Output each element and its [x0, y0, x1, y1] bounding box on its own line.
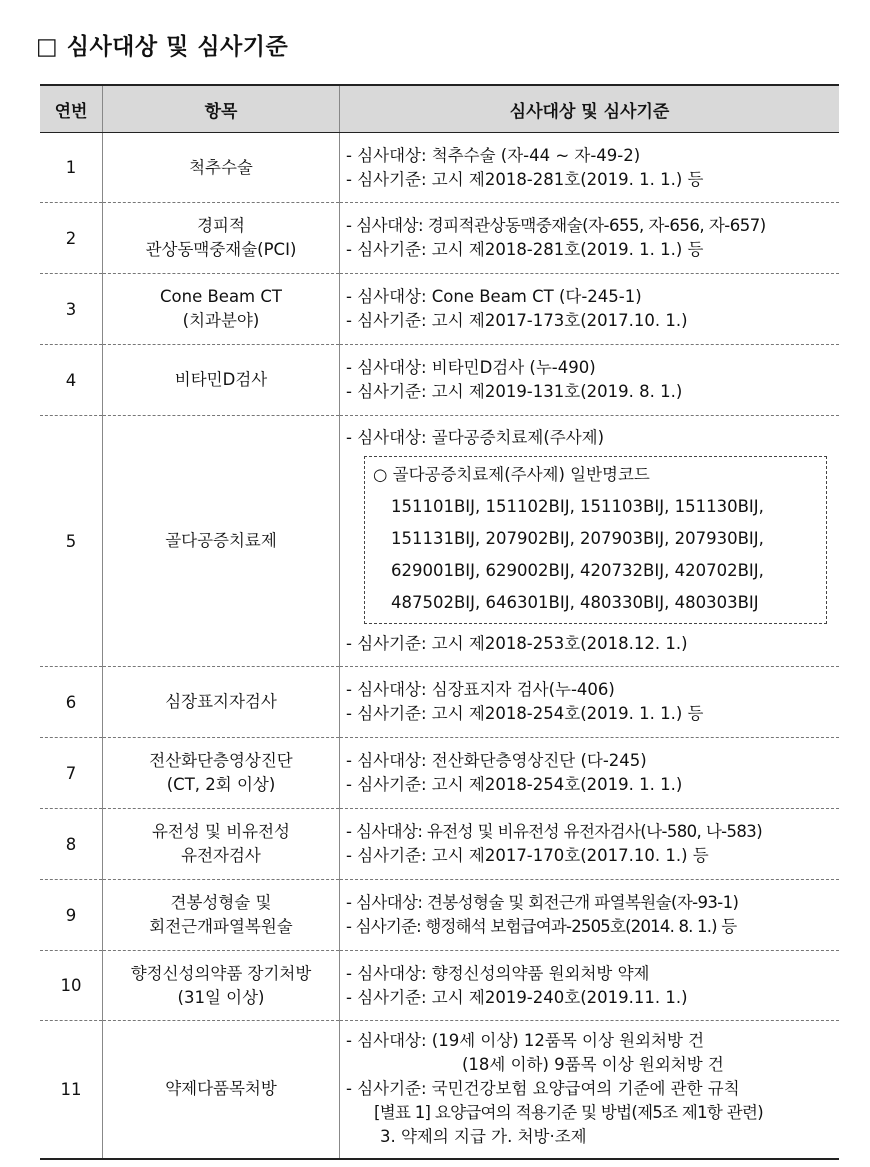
- criteria-line: - 심사기준: 고시 제2018-253호(2018.12. 1.): [346, 634, 688, 653]
- row-criteria: [340, 738, 840, 809]
- row-number: 8: [40, 809, 103, 880]
- row-item: [103, 667, 340, 738]
- criteria-line: - 심사대상: 경피적관상동맥중재술(자-655, 자-656, 자-657): [346, 216, 766, 235]
- table-row: [40, 345, 839, 416]
- criteria-line: - 심사대상: 심장표지자 검사(누-406): [346, 680, 615, 699]
- row-item: [103, 345, 340, 416]
- code-box-title: ○ 골다공증치료제(주사제) 일반명코드: [373, 465, 650, 484]
- item-line: (31일 이상): [177, 987, 265, 1007]
- criteria-line: - 심사대상: (19세 이상) 12품목 이상 원외처방 건: [346, 1031, 705, 1051]
- table-row: [40, 274, 839, 345]
- criteria-line: - 심사대상: Cone Beam CT (다-245-1): [346, 287, 642, 306]
- row-item: [103, 203, 340, 274]
- row-number: 10: [40, 951, 103, 1021]
- criteria-line: - 심사기준: 고시 제2017-173호(2017.10. 1.): [346, 311, 688, 330]
- row-number: 11: [40, 1021, 103, 1159]
- table-row: [40, 416, 839, 667]
- code-line: 151101BIJ, 151102BIJ, 151103BIJ, 151130BIJ,: [391, 497, 764, 516]
- row-criteria: [340, 416, 840, 667]
- code-line: 487502BIJ, 646301BIJ, 480330BIJ, 480303BIJ: [391, 593, 759, 612]
- criteria-line: - 심사대상: 견봉성형술 및 회전근개 파열복원술(자-93-1): [346, 893, 739, 912]
- row-item: [103, 1021, 340, 1159]
- criteria-line: - 심사기준: 고시 제2018-281호(2019. 1. 1.) 등: [346, 240, 704, 259]
- item-line: 골다공증치료제: [165, 531, 277, 550]
- criteria-line: - 심사대상: 유전성 및 비유전성 유전자검사(나-580, 나-583): [346, 822, 763, 841]
- row-item: [103, 274, 340, 345]
- row-item: [103, 951, 340, 1021]
- item-line: 향정신성의약품 장기처방: [130, 963, 312, 983]
- row-number: 2: [40, 203, 103, 274]
- item-line: 척추수술: [189, 157, 253, 177]
- table-row: [40, 880, 839, 951]
- code-line: 151131BIJ, 207902BIJ, 207903BIJ, 207930BIJ,: [391, 529, 764, 548]
- table-row: [40, 133, 839, 203]
- item-line: 관상동맥중재술(PCI): [145, 240, 297, 259]
- row-criteria: [340, 667, 840, 738]
- row-criteria: [340, 880, 840, 951]
- table-header-row: [40, 85, 839, 133]
- row-number: 5: [40, 416, 103, 667]
- criteria-line: - 심사기준: 고시 제2019-131호(2019. 8. 1.): [346, 382, 683, 401]
- row-criteria: [340, 1021, 840, 1159]
- item-line: 견봉성형술 및: [170, 893, 272, 912]
- header-item: 항목: [103, 85, 340, 133]
- row-item: [103, 416, 340, 667]
- criteria-line: [별표 1] 요양급여의 적용기준 및 방법(제5조 제1항 관련): [374, 1103, 763, 1123]
- criteria-line: - 심사기준: 행정해석 보험급여과-2505호(2014. 8. 1.) 등: [346, 917, 737, 936]
- criteria-line: 3. 약제의 지급 가. 처방·조제: [380, 1127, 587, 1147]
- review-criteria-table: [40, 84, 839, 1160]
- row-number: 6: [40, 667, 103, 738]
- row-number: 9: [40, 880, 103, 951]
- code-line: 629001BIJ, 629002BIJ, 420732BIJ, 420702BIJ,: [391, 561, 764, 580]
- criteria-line: - 심사대상: 향정신성의약품 원외처방 약제: [346, 963, 650, 983]
- code-list-box: [364, 456, 827, 624]
- row-criteria: [340, 133, 840, 203]
- criteria-line: - 심사대상: 척추수술 (자-44 ~ 자-49-2): [346, 145, 641, 165]
- item-line: (CT, 2회 이상): [166, 775, 276, 794]
- row-criteria: [340, 274, 840, 345]
- item-line: 경피적: [197, 216, 245, 235]
- criteria-line: - 심사기준: 고시 제2019-240호(2019.11. 1.): [346, 987, 688, 1007]
- row-number: 3: [40, 274, 103, 345]
- row-criteria: [340, 203, 840, 274]
- criteria-line: - 심사기준: 고시 제2018-254호(2019. 1. 1.): [346, 775, 683, 794]
- header-no: 연번: [40, 85, 103, 133]
- row-number: 7: [40, 738, 103, 809]
- item-line: 전산화단층영상진단: [149, 751, 293, 770]
- row-item: [103, 809, 340, 880]
- criteria-line: - 심사대상: 전산화단층영상진단 (다-245): [346, 751, 647, 770]
- item-line: 심장표지자검사: [165, 692, 277, 711]
- criteria-line: (18세 이하) 9품목 이상 원외처방 건: [462, 1055, 724, 1075]
- row-item: [103, 880, 340, 951]
- item-line: 비타민D검사: [174, 370, 268, 389]
- table-row: [40, 667, 839, 738]
- criteria-line: - 심사기준: 고시 제2018-281호(2019. 1. 1.) 등: [346, 169, 704, 189]
- item-line: 유전성 및 비유전성: [151, 822, 290, 841]
- table-row: [40, 1021, 839, 1159]
- header-criteria: 심사대상 및 심사기준: [340, 85, 840, 133]
- row-number: 4: [40, 345, 103, 416]
- table-row: [40, 809, 839, 880]
- item-line: 약제다품목처방: [165, 1079, 277, 1099]
- criteria-line: - 심사기준: 고시 제2018-254호(2019. 1. 1.) 등: [346, 704, 704, 723]
- row-criteria: [340, 951, 840, 1021]
- row-criteria: [340, 809, 840, 880]
- criteria-line: - 심사기준: 국민건강보험 요양급여의 기준에 관한 규칙: [346, 1079, 740, 1099]
- item-line: 회전근개파열복원술: [149, 917, 293, 936]
- page-title: □ 심사대상 및 심사기준: [36, 34, 289, 60]
- table-row: [40, 203, 839, 274]
- row-item: [103, 738, 340, 809]
- table-row: [40, 951, 839, 1021]
- table-row: [40, 738, 839, 809]
- row-number: 1: [40, 133, 103, 203]
- row-item: [103, 133, 340, 203]
- item-line: (치과분야): [182, 311, 260, 330]
- row-criteria: [340, 345, 840, 416]
- item-line: Cone Beam CT: [160, 287, 282, 306]
- criteria-line: - 심사대상: 비타민D검사 (누-490): [346, 358, 596, 377]
- criteria-line: - 심사대상: 골다공증치료제(주사제): [346, 428, 605, 447]
- criteria-line: - 심사기준: 고시 제2017-170호(2017.10. 1.) 등: [346, 846, 709, 865]
- item-line: 유전자검사: [181, 846, 261, 865]
